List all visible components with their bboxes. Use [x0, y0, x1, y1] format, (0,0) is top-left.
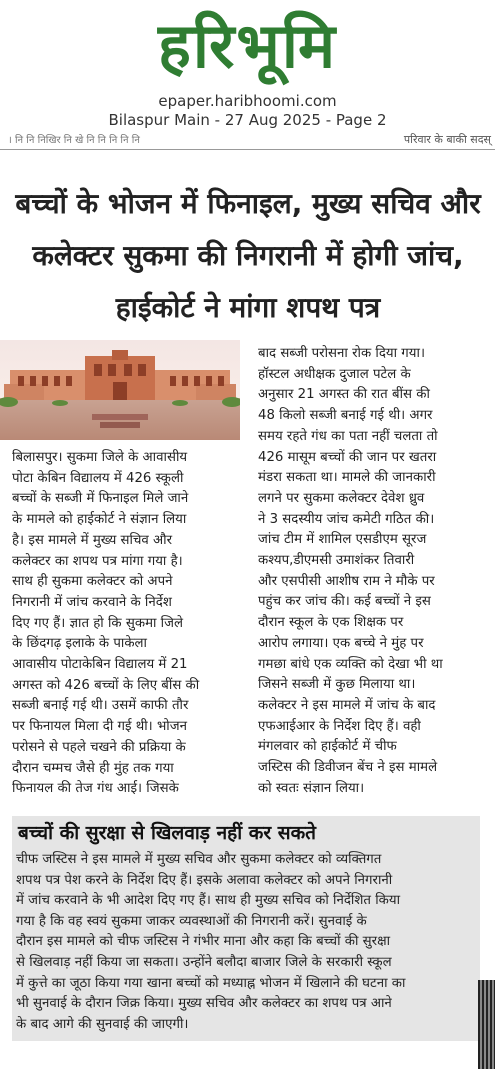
edition-date-page: Bilaspur Main - 27 Aug 2025 - Page 2	[108, 111, 387, 129]
strip-left-text: । नि नि निखिर नि खे नि नि नि नि नि	[8, 135, 140, 146]
masthead	[0, 0, 495, 130]
article-headline: बच्चों के भोजन में फिनाइल, मुख्य सचिव और कलेक्टर सुकमा की निगरानी में होगी जांच, हाईकोर्ट ने मांगा शपथ पत्र	[15, 187, 481, 324]
newspaper-logo: हरिभूमि	[157, 9, 338, 82]
epaper-url[interactable]: epaper.haribhoomi.com	[158, 92, 337, 110]
clipped-previous-article-strip	[0, 132, 495, 150]
strip-right-text: परिवार के बाकी सदस्	[403, 133, 491, 146]
sidebar-box-body: चीफ जस्टिस ने इस मामले में मुख्य सचिव और सुकमा कलेक्टर को व्यक्तिगत शपथ पत्र पेश करने के निर्देश दिए हैं। इसके अलावा कलेक्टर को अपने निगरानी में जांच करवाने के भी आदेश दिए गए हैं। साथ ही मुख्य सचिव को निर्देशित किया गया है कि वह स्वयं सुकमा जाकर व्यवस्थाओं की निगरानी करें। सुनवाई के दौरान इस मामले को चीफ जस्टिस ने गंभीर माना और कहा कि बच्चों की सुरक्षा से खिलवाड़ नहीं किया जा सकता। उन्होंने बलौदा बाजार जिले के सरकारी स्कूल में कुत्ते का जूठा किया गया खाना बच्चों को मध्याह्न भोजन में खिलाने की घटना का भी सुनवाई के दौरान जिक्र किया। मुख्य सचिव और कलेक्टर का शपथ पत्र आने के बाद आगे की सुनवाई की जाएगी।	[16, 852, 406, 1032]
sidebar-box	[12, 816, 480, 1041]
article-body-right-column: बाद सब्जी परोसना रोक दिया गया। हॉस्टल अधीक्षक दुजाल पटेल के अनुसार 21 अगस्त की रात बींस की 48 किलो सब्जी बनाई गई थी। अगर समय रहते गंध का पता नहीं चलता तो 426 मासूम बच्चों की जान पर खतरा मंडरा सकता था। मामले की जानकारी लगने पर सुकमा कलेक्टर देवेश ध्रुव ने 3 सदस्यीय जांच कमेटी गठित की। जांच टीम में शामिल एसडीएम सूरज कश्यप,डीएमसी उमाशंकर तिवारी और एसपीसी आशीष राम ने मौके पर पहुंच कर जांच की। कई बच्चों ने इस दौरान स्कूल के एक शिक्षक पर आरोप लगाया। एक बच्चे ने मुंह पर गमछा बांधे एक व्यक्ति को देखा भी था जिसने सब्जी में कुछ मिलाया था। कलेक्टर ने इस मामले में जांच के बाद एफआईआर के निर्देश दिए हैं। वही मंगलवार को हाईकोर्ट में चीफ जस्टिस की डिवीजन बेंच ने इस मामले को स्वतः संज्ञान लिया।	[258, 346, 443, 796]
article-body-left-column: बिलासपुर। सुकमा जिले के आवासीय पोटा केबिन विद्यालय में 426 स्कूली बच्चों के सब्जी में फिनाइल मिले जाने के मामले को हाईकोर्ट ने संज्ञान लिया है। इस मामले में मुख्य सचिव और कलेक्टर का शपथ पत्र मांगा गया है। साथ ही सुकमा कलेक्टर को अपने निगरानी में जांच करवाने के निर्देश दिए गए हैं। ज्ञात हो कि सुकमा जिले के छिंदगढ़ इलाके के पाकेला आवासीय पोटाकेबिन विद्यालय में 21 अगस्त को 426 बच्चों के लिए बींस की सब्जी बनाई गई थी। उसमें काफी तौर पर फिनायल मिला दी गई थी। भोजन परोसने से पहले चखने की प्रक्रिया के दौरान चम्मच जैसे ही मुंह तक गया फिनायल की तेज गंध आई। जिसके	[12, 450, 200, 797]
page-fold-edge	[478, 980, 495, 1069]
sidebar-box-title: बच्चों की सुरक्षा से खिलवाड़ नहीं कर सकते	[18, 822, 316, 844]
high-court-illustration	[0, 340, 240, 440]
high-court-building-photo	[0, 340, 240, 440]
